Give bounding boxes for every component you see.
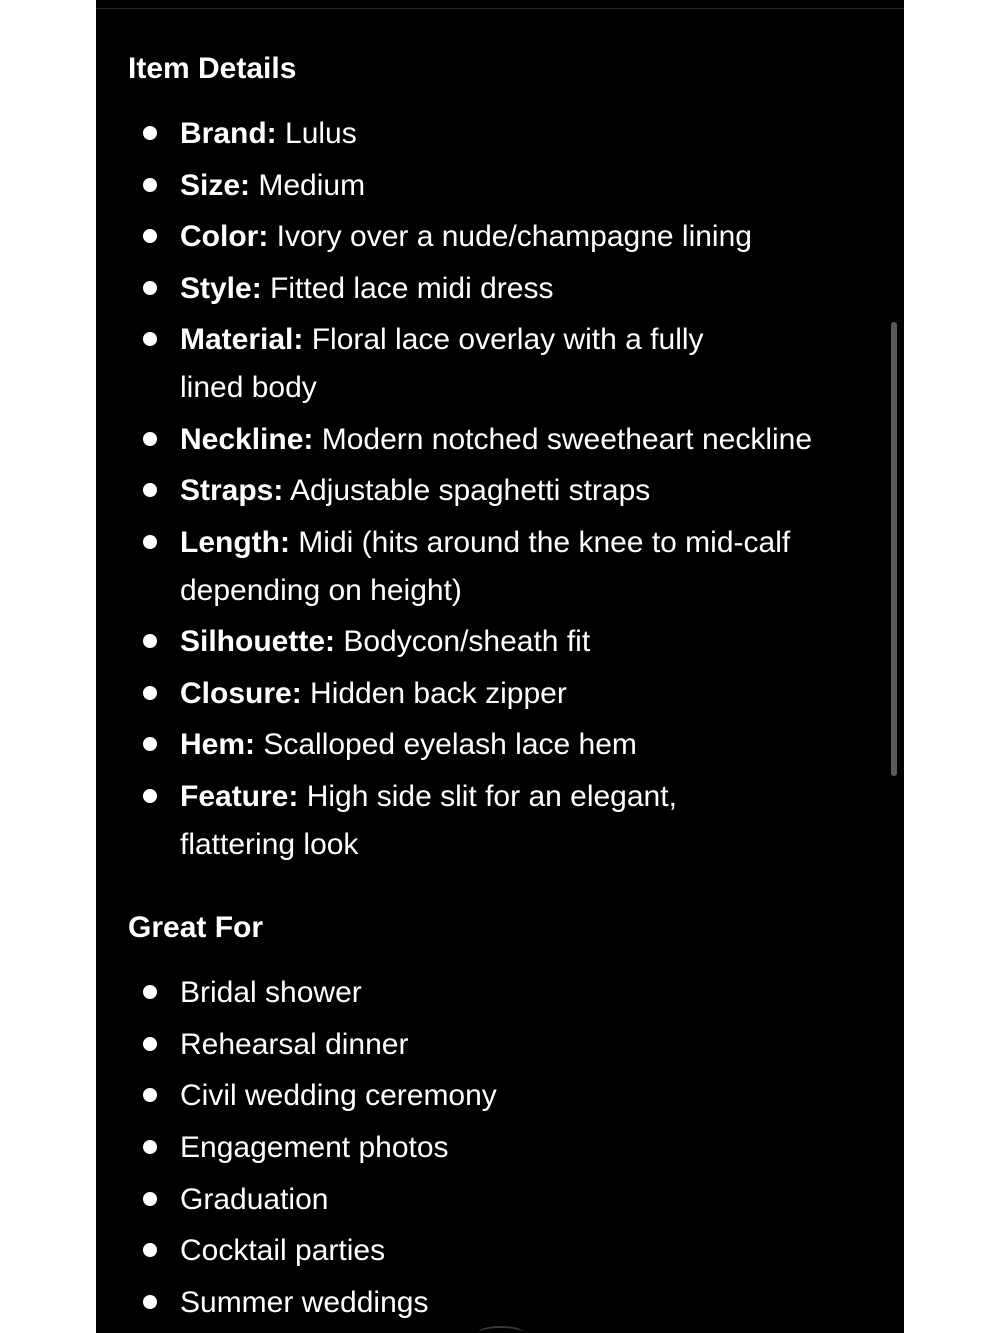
detail-value: Ivory over a nude/champagne lining <box>268 220 752 253</box>
detail-label: Style: <box>180 271 262 305</box>
bullet-icon <box>143 1295 157 1309</box>
detail-label: Neckline: <box>180 422 314 456</box>
great-for-item <box>96 1176 904 1224</box>
bottom-sheet-handle[interactable] <box>478 1326 524 1333</box>
detail-label: Length: <box>180 525 290 559</box>
great-for-item <box>96 969 904 1017</box>
detail-label: Color: <box>180 220 269 253</box>
bullet-icon <box>143 432 157 446</box>
detail-value: Adjustable spaghetti straps <box>283 474 651 507</box>
bullet-icon <box>143 634 157 648</box>
detail-item-closure <box>96 670 904 718</box>
item-details-heading: Item Details <box>128 52 297 85</box>
great-for-item <box>96 1124 904 1172</box>
detail-value: Bodycon/sheath fit <box>335 625 591 658</box>
great-for-item <box>96 1227 904 1275</box>
detail-value: Fitted lace midi dress <box>261 271 554 305</box>
vertical-scrollbar[interactable] <box>891 322 897 776</box>
bullet-icon <box>143 985 157 999</box>
detail-value: Scalloped eyelash lace hem <box>255 728 637 761</box>
detail-value: Hidden back zipper <box>301 676 567 710</box>
bullet-icon <box>143 1243 157 1257</box>
bullet-icon <box>143 178 157 192</box>
detail-item-material <box>96 316 904 412</box>
detail-value: High side slit for an elegant, flattering look <box>180 779 677 861</box>
great-for-text: Rehearsal dinner <box>180 1027 409 1061</box>
detail-value: Lulus <box>276 117 357 150</box>
listing-description-panel <box>96 0 904 1333</box>
bullet-icon <box>143 229 157 243</box>
bullet-icon <box>143 535 157 549</box>
great-for-list <box>96 969 904 1331</box>
detail-value: Midi (hits around the knee to mid-calf depending on height) <box>180 525 791 607</box>
great-for-text: Graduation <box>180 1182 329 1216</box>
bullet-icon <box>143 332 157 346</box>
detail-item-style <box>96 265 904 313</box>
top-divider <box>96 8 904 9</box>
great-for-item <box>96 1021 904 1069</box>
item-details-list <box>96 110 904 872</box>
detail-item-straps <box>96 467 904 515</box>
bullet-icon <box>143 686 157 700</box>
great-for-heading: Great For <box>128 911 264 944</box>
bullet-icon <box>143 1192 157 1206</box>
great-for-text: Cocktail parties <box>180 1234 386 1268</box>
detail-item-brand <box>96 110 904 158</box>
detail-item-size <box>96 162 904 210</box>
detail-label: Silhouette: <box>180 625 335 658</box>
detail-item-hem <box>96 721 904 769</box>
detail-label: Brand: <box>180 117 277 150</box>
great-for-text: Civil wedding ceremony <box>180 1079 497 1113</box>
detail-label: Material: <box>180 323 304 356</box>
detail-label: Straps: <box>180 474 284 507</box>
bullet-icon <box>143 1088 157 1102</box>
bullet-icon <box>143 1140 157 1154</box>
bullet-icon <box>143 789 157 803</box>
detail-item-length <box>96 519 904 615</box>
great-for-text: Bridal shower <box>180 976 362 1009</box>
detail-value: Modern notched sweetheart neckline <box>313 422 813 456</box>
great-for-item <box>96 1279 904 1327</box>
bullet-icon <box>143 1037 157 1051</box>
detail-item-feature <box>96 773 904 869</box>
detail-label: Closure: <box>180 676 302 710</box>
great-for-text: Engagement photos <box>180 1131 449 1165</box>
great-for-text: Summer weddings <box>180 1286 429 1320</box>
detail-value: Floral lace overlay with a fully lined body <box>180 323 704 404</box>
detail-label: Hem: <box>180 728 256 761</box>
great-for-item <box>96 1072 904 1120</box>
detail-item-neckline <box>96 416 904 464</box>
detail-value: Medium <box>250 168 366 202</box>
detail-label: Size: <box>180 168 251 202</box>
bullet-icon <box>143 737 157 751</box>
detail-label: Feature: <box>180 779 299 813</box>
detail-item-color <box>96 213 904 261</box>
bullet-icon <box>143 483 157 497</box>
bullet-icon <box>143 126 157 140</box>
detail-item-silhouette <box>96 618 904 666</box>
bullet-icon <box>143 281 157 295</box>
